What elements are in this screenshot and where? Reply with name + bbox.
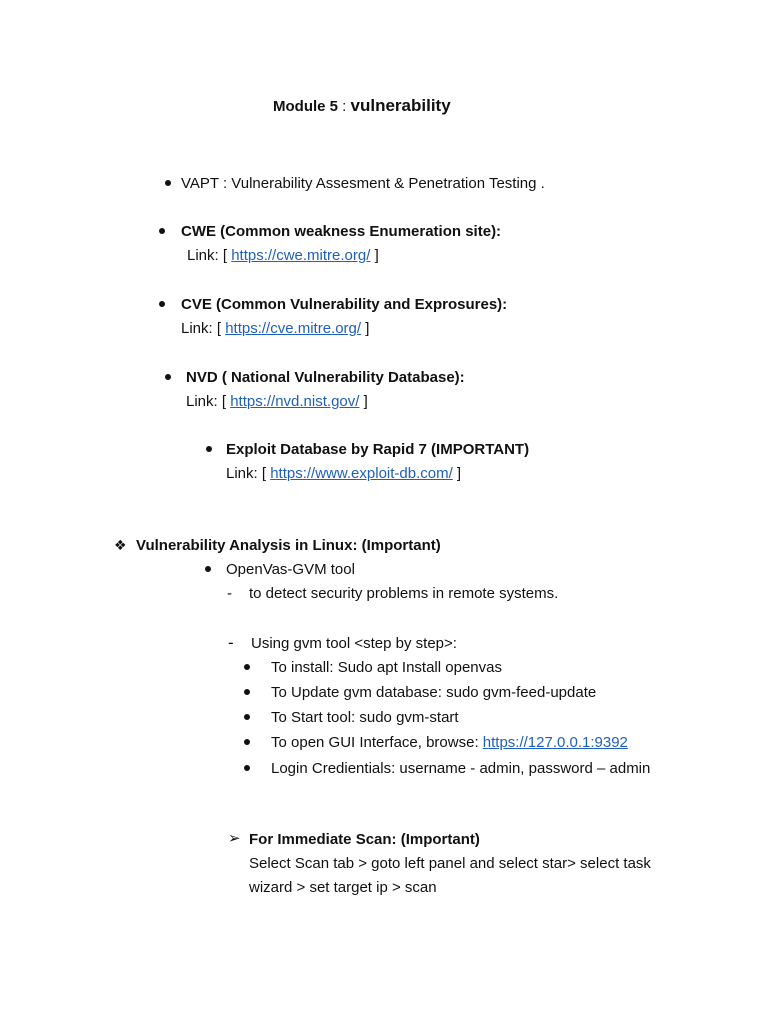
cve-heading: CVE (Common Vulnerability and Exprosures): [181,296,508,313]
cwe-link-line: Link: [ https://cwe.mitre.org/ ] [187,247,379,264]
bullet-icon [159,301,165,307]
step-start: To Start tool: sudo gvm-start [271,709,459,726]
bullet-icon [244,739,250,745]
bullet-icon [159,228,165,234]
step-gui: To open GUI Interface, browse: https://127.0.0.1:9392 [271,734,628,751]
cve-link[interactable]: https://cve.mitre.org/ [225,320,362,337]
bullet-icon [244,765,250,771]
bullet-icon [244,689,250,695]
bullet-icon [205,566,211,572]
step-login: Login Credientials: username - admin, password – admin [271,760,651,777]
tool-description: to detect security problems in remote systems. [249,585,559,602]
title-module: Module 5 [273,98,339,115]
bullet-icon [165,180,171,186]
gui-link[interactable]: https://127.0.0.1:9392 [482,734,628,751]
nvd-heading: NVD ( National Vulnerability Database): [186,369,465,386]
bullet-icon [244,664,250,670]
tool-name: OpenVas-GVM tool [226,561,355,578]
dash-icon: - [228,633,234,652]
title-separator: : [338,98,351,115]
cwe-heading: CWE (Common weakness Enumeration site): [181,223,502,240]
cve-link-line: Link: [ https://cve.mitre.org/ ] [181,320,370,337]
scan-line-1: Select Scan tab > goto left panel and select star> select task [249,855,651,872]
exploit-heading: Exploit Database by Rapid 7 (IMPORTANT) [226,441,530,458]
scan-heading: For Immediate Scan: (Important) [249,831,480,848]
nvd-link-line: Link: [ https://nvd.nist.gov/ ] [186,393,368,410]
diamond-bullet-icon: ❖ [114,537,127,553]
page-title [273,96,451,117]
exploit-link[interactable]: https://www.exploit-db.com/ [270,465,453,482]
step-update: To Update gvm database: sudo gvm-feed-update [271,684,597,701]
dash-icon: - [227,585,232,602]
scan-line-2: wizard > set target ip > scan [249,879,437,896]
bullet-icon [206,446,212,452]
bullet-icon [244,714,250,720]
exploit-link-line: Link: [ https://www.exploit-db.com/ ] [226,465,462,482]
bullet-icon [165,374,171,380]
vapt-text: VAPT : Vulnerability Assesment & Penetration Testing . [181,175,545,192]
arrow-bullet-icon: ➢ [228,830,241,847]
step-install: To install: Sudo apt Install openvas [271,659,502,676]
cwe-link[interactable]: https://cwe.mitre.org/ [231,247,371,264]
title-topic: vulnerability [350,96,451,115]
nvd-link[interactable]: https://nvd.nist.gov/ [230,393,360,410]
analysis-heading: Vulnerability Analysis in Linux: (Important) [136,537,441,554]
using-gvm-text: Using gvm tool <step by step>: [251,635,457,652]
